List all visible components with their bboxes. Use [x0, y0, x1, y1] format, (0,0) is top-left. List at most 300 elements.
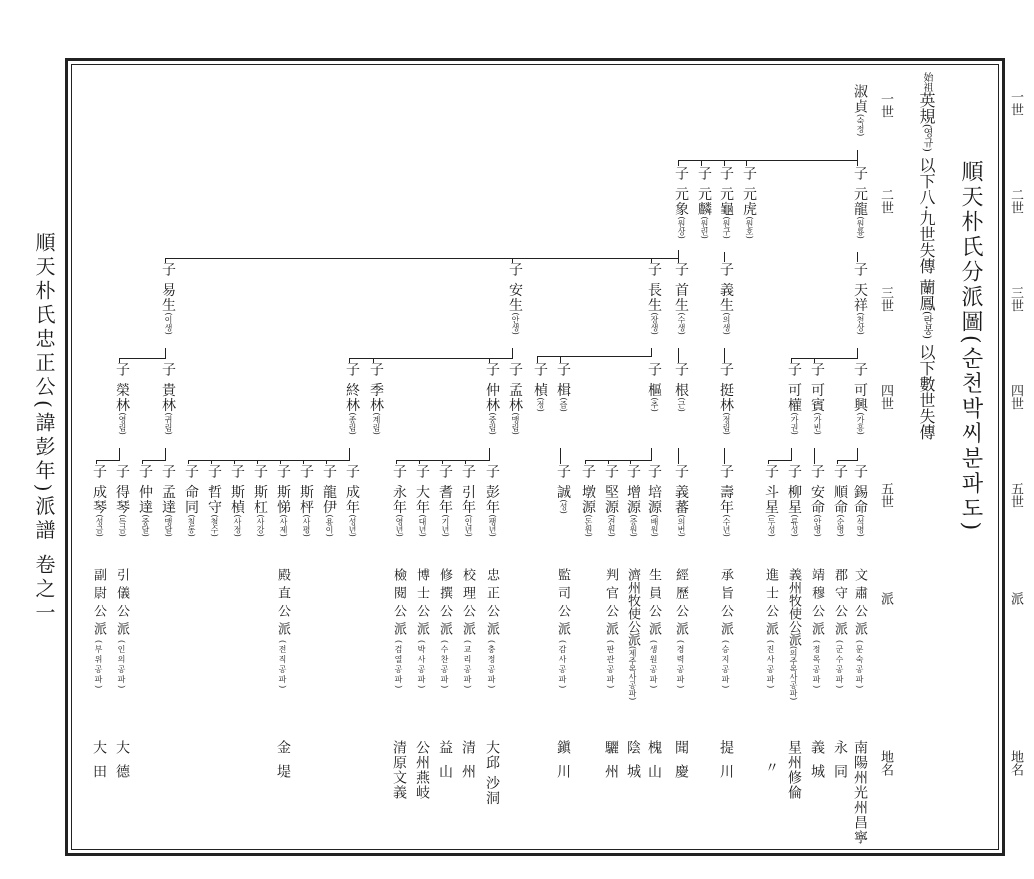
name-text: 長生	[646, 282, 662, 313]
name-text: 子	[809, 362, 825, 377]
name-text: 子	[321, 464, 337, 479]
hangul-reading: (추)	[650, 397, 659, 412]
hangul-reading: (판관공파)	[606, 640, 615, 691]
name-text: 子	[391, 464, 407, 479]
tree-connector-line	[651, 448, 652, 460]
name-text: 得琴	[114, 484, 130, 515]
gen5-node-10	[601, 464, 621, 537]
hangul-reading: (맹림)	[511, 412, 520, 435]
name-text: 檢閱公派	[391, 568, 406, 640]
gen-strip-4: 四世	[1008, 384, 1023, 410]
gen2-node-4	[694, 166, 714, 239]
tree-connector-line	[560, 448, 561, 464]
name-text: 子	[555, 362, 571, 377]
tree-connector-line	[651, 348, 652, 356]
gen5-node-15	[435, 464, 455, 537]
tree-connector-line	[678, 348, 679, 363]
name-text: 子	[507, 262, 523, 277]
name-text: 天祥	[852, 282, 868, 313]
name-text: 增源	[625, 484, 641, 515]
name-text: 斯楨	[229, 484, 245, 515]
name-text: 子	[368, 362, 384, 377]
hangul-reading: (기년)	[441, 514, 450, 537]
hangul-reading: (제주목사공파)	[628, 646, 637, 701]
tree-connector-line	[96, 460, 120, 461]
gen4-node-5	[671, 362, 691, 412]
name-text: 子	[114, 464, 130, 479]
sect-15	[412, 568, 431, 690]
name-text: 子	[507, 362, 523, 377]
tree-connector-line	[512, 348, 513, 358]
name-text: 子	[414, 464, 430, 479]
hangul-reading: (의주목사공파)	[789, 646, 798, 701]
name-text: 子	[160, 464, 176, 479]
gen1-node	[850, 84, 870, 136]
name-text: 楫	[555, 382, 571, 398]
name-text: 義州牧使公派	[786, 568, 801, 646]
name-text: 順命	[832, 484, 848, 515]
hangul-reading: (사제)	[279, 514, 288, 537]
gen4-node-11	[366, 362, 386, 435]
place-9: 陰城	[625, 740, 641, 788]
name-text: 子	[183, 464, 199, 479]
name-text: 挺林	[718, 382, 734, 413]
place-15: 公州燕岐	[414, 740, 430, 800]
name-text: 彭年	[484, 484, 500, 515]
tree-connector-line	[724, 348, 725, 363]
name-text: 子	[763, 464, 779, 479]
gen2-node-2	[739, 166, 759, 239]
hangul-reading: (원호)	[745, 216, 754, 239]
sect-4	[784, 568, 803, 700]
name-text: 子	[852, 464, 868, 479]
tree-connector-line	[857, 448, 858, 460]
tree-connector-line	[724, 448, 725, 464]
hangul-reading: (정)	[536, 397, 545, 412]
name-text: 龍伊	[321, 484, 337, 515]
tree-connector-line	[768, 460, 792, 461]
hangul-reading: (인년)	[464, 514, 473, 537]
name-text: 義蕃	[673, 484, 689, 515]
place-18: 大德	[114, 740, 130, 788]
name-text: 郡守公派	[832, 568, 847, 640]
name-text: 子	[852, 362, 868, 377]
name-text: 子	[673, 262, 689, 277]
tree-connector-line	[119, 448, 120, 460]
name-text: 子	[91, 464, 107, 479]
name-text: 監司公派	[555, 568, 570, 640]
gen5-node-4	[784, 464, 804, 537]
gen5-node-25	[181, 464, 201, 537]
name-text: 殿直公派	[275, 568, 290, 640]
hangul-reading: (장생)	[650, 312, 659, 335]
hangul-reading: (인의공파)	[117, 640, 126, 691]
name-text: 元龜	[718, 186, 734, 217]
gen-strip-sect: 派	[1008, 592, 1023, 605]
name-text: 楨	[532, 382, 548, 398]
name-text: 子	[673, 166, 689, 181]
sect-12	[482, 568, 501, 690]
gen5-node-28	[112, 464, 132, 537]
gen5-node-8	[644, 464, 664, 537]
hangul-reading: (성)	[559, 499, 568, 514]
name-text: 子	[741, 166, 757, 181]
name-text: 子	[298, 464, 314, 479]
tree-connector-line	[837, 460, 858, 461]
place-1: 南陽州光州昌寧	[852, 740, 868, 845]
tree-connector-line	[585, 460, 652, 461]
name-text: 子	[852, 166, 868, 181]
name-text: 柳星	[786, 484, 802, 515]
name-text: 子	[718, 262, 734, 277]
name-text: 榮林	[114, 382, 130, 413]
hangul-reading: (부위공파)	[94, 640, 103, 691]
name-text: 子	[786, 464, 802, 479]
name-text: 哲守	[206, 484, 222, 515]
name-text: 子	[718, 362, 734, 377]
gen-strip-1: 一世	[1008, 90, 1023, 116]
name-text: 墩源	[580, 484, 596, 515]
name-text: 錫命	[852, 484, 868, 515]
gen4-node-9	[505, 362, 525, 435]
tree-connector-line	[537, 356, 652, 357]
tree-connector-line	[396, 460, 490, 461]
name-text: 判官公派	[603, 568, 618, 640]
sect-7	[671, 568, 690, 690]
tree-connector-line	[791, 358, 858, 359]
place-3: 義城	[809, 740, 825, 788]
sect-9	[623, 568, 642, 700]
hangul-reading: (경력공파)	[676, 640, 685, 691]
gen-strip-place: 地名	[1008, 750, 1023, 776]
gen5-node-24	[204, 464, 224, 537]
place-6: 提川	[718, 740, 734, 788]
sect-5	[761, 568, 780, 690]
hangul-reading: (사평)	[302, 514, 311, 537]
gen4-node-13	[158, 362, 178, 435]
place-5: 〃	[763, 760, 779, 784]
gen4-node-2	[807, 362, 827, 435]
gen-strip-5: 五世	[1008, 482, 1023, 508]
name-text: 子	[646, 362, 662, 377]
gen3-node-3	[671, 262, 691, 335]
gen4-node-7	[553, 362, 573, 412]
name-text: 忠正公派	[484, 568, 499, 640]
hangul-reading: (성년)	[348, 514, 357, 537]
name-text: 安命	[809, 484, 825, 515]
hangul-reading: (진사공파)	[766, 640, 775, 691]
hangul-reading: (원상)	[677, 216, 686, 239]
sect-11	[553, 568, 572, 690]
gen5-node-27	[135, 464, 155, 537]
name-text: 子	[625, 464, 641, 479]
gen4-node-14	[112, 362, 132, 435]
hangul-reading: (배원)	[650, 514, 659, 537]
gen4-node-3	[784, 362, 804, 435]
hangul-reading: (귀림)	[164, 412, 173, 435]
hangul-reading: (영림)	[118, 412, 127, 435]
gen5-node-19	[319, 464, 339, 537]
founder-name2: 蘭鳳	[917, 279, 936, 312]
name-text: 子	[344, 362, 360, 377]
tree-connector-line	[814, 448, 815, 464]
header-gen2: 二世	[878, 188, 893, 214]
hangul-reading: (의생)	[722, 312, 731, 335]
name-text: 成琴	[91, 484, 107, 515]
name-text: 子	[673, 464, 689, 479]
name-text: 進士公派	[763, 568, 778, 640]
hangul-reading: (맹달)	[164, 514, 173, 537]
tree-connector-line	[678, 160, 858, 161]
hangul-reading: (석명)	[856, 514, 865, 537]
tree-connector-line	[165, 448, 166, 460]
place-11: 鎭川	[555, 740, 571, 788]
name-text: 靖穆公派	[809, 568, 824, 640]
name-text: 子	[160, 362, 176, 377]
name-text: 成年	[344, 484, 360, 515]
name-text: 子	[718, 166, 734, 181]
name-text: 根	[673, 382, 689, 398]
name-text: 修撰公派	[437, 568, 452, 640]
hangul-reading: (사강)	[256, 514, 265, 537]
name-text: 義生	[718, 282, 734, 313]
name-text: 誠	[555, 484, 571, 500]
gen5-node-14	[458, 464, 478, 537]
place-13: 清州	[460, 740, 476, 788]
name-text: 子	[832, 464, 848, 479]
header-gen4: 四世	[878, 384, 893, 410]
name-text: 引儀公派	[114, 568, 129, 640]
gen5-node-23	[227, 464, 247, 537]
place-7: 聞慶	[673, 740, 689, 788]
tree-connector-line	[349, 448, 350, 460]
gen4-node-6	[644, 362, 664, 412]
founder-name: 英規	[917, 92, 936, 124]
tree-connector-line	[857, 348, 858, 358]
name-text: 培源	[646, 484, 662, 515]
name-text: 子	[229, 464, 245, 479]
name-text: 博士公派	[414, 568, 429, 640]
gen3-node-4	[644, 262, 664, 335]
tree-connector-line	[724, 252, 725, 262]
name-text: 子	[137, 464, 153, 479]
sect-16	[389, 568, 408, 690]
name-text: 斯悌	[275, 484, 291, 515]
hangul-reading: (사정)	[233, 514, 242, 537]
hangul-reading: (안생)	[511, 312, 520, 335]
hangul-reading: (영년)	[395, 514, 404, 537]
hangul-reading: (수년)	[722, 514, 731, 537]
gen5-node-16	[412, 464, 432, 537]
hangul-reading: (성금)	[95, 514, 104, 537]
hangul-reading: (원구)	[722, 216, 731, 239]
name-text: 樞	[646, 382, 662, 398]
tree-connector-line	[489, 448, 490, 460]
name-text: 孟達	[160, 484, 176, 515]
gen1-reading: (숙정)	[856, 114, 865, 137]
name-text: 元象	[673, 186, 689, 217]
founder-label: 始祖	[921, 72, 932, 92]
name-text: 承旨公派	[718, 568, 733, 640]
hangul-reading: (이생)	[164, 312, 173, 335]
name-text: 孟林	[507, 382, 523, 413]
hangul-reading: (칠동)	[187, 514, 196, 537]
name-text: 經歷公派	[673, 568, 688, 640]
gen5-node-13	[482, 464, 502, 537]
founder-note2: 以下數世失傳	[917, 344, 936, 440]
name-text: 子	[673, 362, 689, 377]
gen5-node-11	[578, 464, 598, 537]
name-text: 子	[532, 362, 548, 377]
place-4: 星州修倫	[786, 740, 802, 800]
name-text: 子	[555, 464, 571, 479]
name-text: 子	[275, 464, 291, 479]
sect-3	[807, 568, 826, 690]
place-8: 槐山	[646, 740, 662, 788]
name-text: 元麟	[696, 186, 712, 217]
hangul-reading: (류성)	[790, 514, 799, 537]
gen2-node-3	[716, 166, 736, 239]
name-text: 命同	[183, 484, 199, 515]
hangul-reading: (수생)	[677, 312, 686, 335]
name-text: 壽年	[718, 484, 734, 515]
gen5-node-18	[342, 464, 362, 537]
gen-strip-3: 三世	[1008, 286, 1023, 312]
hangul-reading: (감사공파)	[558, 640, 567, 691]
hangul-reading: (대년)	[418, 514, 427, 537]
name-text: 子	[437, 464, 453, 479]
gen1-name: 淑貞	[852, 84, 868, 114]
name-text: 耆年	[437, 484, 453, 515]
hangul-reading: (돈원)	[584, 514, 593, 537]
name-text: 堅源	[603, 484, 619, 515]
name-text: 安生	[507, 282, 523, 313]
gen4-node-4	[716, 362, 736, 435]
name-text: 子	[852, 262, 868, 277]
hangul-reading: (가권)	[790, 412, 799, 435]
founder-reading2: (란봉)	[921, 311, 932, 339]
name-text: 子	[484, 362, 500, 377]
name-text: 子	[646, 464, 662, 479]
name-text: 斯杠	[252, 484, 268, 515]
gen5-node-29	[89, 464, 109, 537]
hangul-reading: (충정공파)	[487, 640, 496, 691]
name-text: 終林	[344, 382, 360, 413]
name-text: 貴林	[160, 382, 176, 413]
gen2-node-5	[671, 166, 691, 239]
name-text: 元虎	[741, 186, 757, 217]
gen4-node-10	[482, 362, 502, 435]
sect-13	[458, 568, 477, 690]
name-text: 可賓	[809, 382, 825, 413]
name-text: 首生	[673, 282, 689, 313]
name-text: 仲林	[484, 382, 500, 413]
gen5-node-1	[850, 464, 870, 537]
name-text: 副尉公派	[91, 568, 106, 640]
gen5-node-3	[807, 464, 827, 537]
tree-connector-line	[678, 250, 679, 258]
name-text: 永年	[391, 484, 407, 515]
hangul-reading: (원룡)	[856, 216, 865, 239]
hangul-reading: (계림)	[372, 412, 381, 435]
gen4-node-1	[850, 362, 870, 435]
hangul-reading: (중림)	[488, 412, 497, 435]
place-19: 大田	[91, 740, 107, 788]
sect-1	[850, 568, 869, 690]
name-text: 校理公派	[460, 568, 475, 640]
name-text: 生員公派	[646, 568, 661, 640]
hangul-reading: (순명)	[836, 514, 845, 537]
hangul-reading: (가흥)	[856, 412, 865, 435]
name-text: 可權	[786, 382, 802, 413]
hangul-reading: (박사공파)	[417, 640, 426, 691]
gen5-node-2	[830, 464, 850, 537]
gen3-node-1	[850, 262, 870, 335]
gen4-node-8	[530, 362, 550, 412]
sect-6	[716, 568, 735, 690]
header-place: 地名	[878, 750, 893, 776]
hangul-reading: (두성)	[767, 514, 776, 537]
hangul-reading: (군수공파)	[835, 640, 844, 691]
hangul-reading: (견원)	[607, 514, 616, 537]
tree-connector-line	[857, 252, 858, 262]
hangul-reading: (문숙공파)	[855, 640, 864, 691]
sect-8	[644, 568, 663, 690]
gen3-node-6	[158, 262, 178, 335]
spine-title: 順天朴氏忠正公(諱彭年)派譜 卷之一	[32, 232, 56, 626]
place-12: 大邱 沙洞	[484, 740, 500, 806]
hangul-reading: (승지공파)	[721, 640, 730, 691]
hangul-reading: (즙)	[559, 397, 568, 412]
hangul-reading: (중달)	[141, 514, 150, 537]
founder-line	[915, 72, 938, 440]
name-text: 文肅公派	[852, 568, 867, 640]
chart-title: 順天朴氏分派圖(순천박씨분파도)	[958, 160, 983, 534]
hangul-reading: (수찬공파)	[440, 640, 449, 691]
gen5-node-20	[296, 464, 316, 537]
name-text: 子	[114, 362, 130, 377]
tree-connector-line	[165, 348, 166, 358]
hangul-reading: (의번)	[677, 514, 686, 537]
name-text: 引年	[460, 484, 476, 515]
gen5-node-12	[553, 464, 573, 514]
hangul-reading: (득금)	[118, 514, 127, 537]
name-text: 子	[344, 464, 360, 479]
founder-reading: (영규)	[921, 124, 932, 152]
header-gen5: 五世	[878, 482, 893, 508]
hangul-reading: (생원공파)	[649, 640, 658, 691]
hangul-reading: (근)	[677, 397, 686, 412]
hangul-reading: (팽년)	[488, 514, 497, 537]
gen5-node-21	[273, 464, 293, 537]
place-14: 益山	[437, 740, 453, 788]
gen-strip-2: 二世	[1008, 188, 1023, 214]
tree-connector-line	[165, 258, 678, 259]
header-gen1: 一世	[878, 92, 893, 118]
tree-connector-line	[857, 150, 858, 160]
hangul-reading: (정목공파)	[812, 640, 821, 691]
gen2-node-1	[850, 166, 870, 239]
hangul-reading: (원린)	[700, 216, 709, 239]
tree-connector-line	[142, 460, 166, 461]
name-text: 子	[809, 464, 825, 479]
place-17: 金堤	[275, 740, 291, 788]
name-text: 易生	[160, 282, 176, 313]
tree-connector-line	[791, 448, 792, 460]
sect-10	[601, 568, 620, 690]
sect-19	[89, 568, 108, 690]
gen5-node-17	[389, 464, 409, 537]
